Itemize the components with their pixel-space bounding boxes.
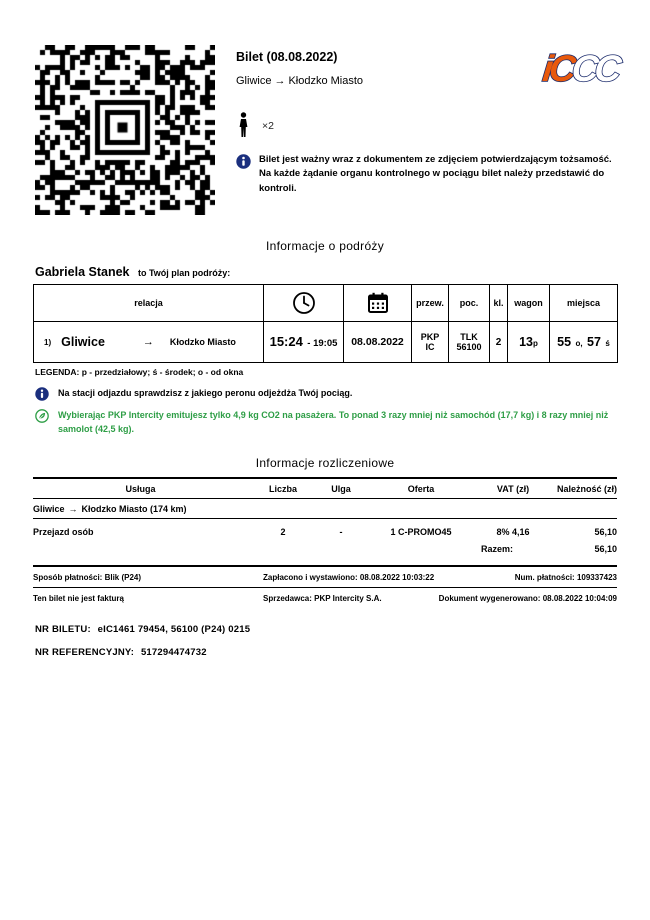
person-icon [237,112,250,139]
payment-number: Num. płatności: 109337423 [514,573,617,582]
payment-row-2 [33,588,617,608]
col-offer: Oferta [407,484,435,494]
ticket-header [236,50,363,87]
wagon-type: p [533,339,538,348]
col-carrier: przew. [412,285,449,322]
leg-from: Gliwice [61,335,105,349]
carrier-line1: PKP [420,331,440,342]
service-vat: 8% 4,16 [496,527,530,537]
billing-header [33,477,617,499]
route-summary [236,75,363,87]
eco-note-bold: Wybierając PKP Intercity emitujesz tylko 4,9 kg CO2 na pasażera. [58,410,337,420]
calendar-icon [367,292,389,314]
seat-legend: LEGENDA: p - przedziałowy; ś - środek; o - od okna [35,367,244,377]
col-time [264,285,344,322]
cell-class: 2 [490,322,508,363]
info-icon [35,387,49,401]
col-date [344,285,412,322]
billing-total-row [33,537,617,554]
travel-table [33,284,618,363]
logo-text-orange: iC [540,48,574,89]
payment-info [33,565,617,608]
passenger-count-row [237,112,274,139]
ticket-number-line [35,624,250,635]
info-icon [236,154,251,169]
leg-to: Kłodzko Miasto [169,337,236,347]
eco-leaf-icon [35,409,49,423]
page-title: Bilet (08.08.2022) [236,50,338,64]
travel-table-row [34,322,618,363]
cell-seats [550,322,618,363]
cell-date: 08.08.2022 [344,322,412,363]
billing-table [33,477,617,554]
reference-number-line [35,647,207,658]
payment-paid: Zapłacono i wystawiono: 08.08.2022 10:03:22 [263,573,435,582]
col-wagon: wagon [508,285,550,322]
payment-row-1 [33,565,617,588]
cell-train [449,322,490,363]
seat1-number: 55 [557,335,572,349]
plan-line [35,263,230,281]
cell-relation [34,322,264,363]
reference-number-label: NR REFERENCYJNY: [35,647,135,658]
eco-note-row [35,409,618,436]
arrival-time: - 19:05 [307,338,338,349]
route-from: Gliwice [236,75,272,87]
train-category: TLK [460,331,478,342]
col-count: Liczba [268,484,297,494]
generated-timestamp: Dokument wygenerowano: 08.08.2022 10:04:09 [438,594,617,603]
travel-table-header [34,285,618,322]
leg-index: 1) [44,337,52,347]
col-vat: VAT (zł) [496,484,530,494]
cell-carrier [412,322,449,363]
reference-number: 517294474732 [140,647,207,658]
eco-note-rest: To ponad 3 razy mniej niż samochód (17,7 kg) i 8 razy mniej niż samolot (42,5 kg). [58,410,609,434]
not-invoice-note: Ten bilet nie jest fakturą [33,594,124,603]
wagon-number: 13 [519,335,533,349]
col-discount: Ulga [331,484,351,494]
route-to: Kłodzko Miasto [288,75,364,87]
service-offer: 1 C-PROMO45 [390,527,452,537]
plan-label: to Twój plan podróży: [137,268,231,278]
total-value: 56,10 [594,544,617,554]
ticket-number: eIC1461 79454, 56100 (P24) 0215 [97,624,251,635]
logo-text-outline: CC [569,48,620,89]
arrow-right-icon: → [142,336,154,348]
validity-notice-text: Bilet jest ważny wraz z dokumentem ze zdjęciem potwierdzającym tożsamość. Na każde żądanie organu kontrolnego w pociągu bilet należy przedstawić do kontroli. [259,154,612,194]
col-train: poc. [449,285,490,322]
seat2-type: ś [605,339,610,348]
pkp-intercity-logo [541,50,619,87]
clock-icon [292,291,316,315]
platform-note-row [35,387,352,401]
col-relation: relacja [34,285,264,322]
billing-route-to: Kłodzko Miasto (174 km) [81,504,187,514]
train-number: 56100 [456,342,482,352]
cell-time [264,322,344,363]
departure-time: 15:24 [269,334,303,349]
billing-route-row [33,499,617,519]
billing-item-row [33,519,617,537]
cell-wagon [508,322,550,363]
seat2-number: 57 [587,335,601,349]
col-class: kl. [490,285,508,322]
payment-method: Sposób płatności: Blik (P24) [33,573,142,582]
service-discount: - [339,527,343,537]
ticket-number-label: NR BILETU: [35,624,91,635]
passenger-count: ×2 [262,119,274,132]
travel-section-title: Informacje o podróży [265,239,385,253]
validity-notice [236,153,624,196]
service-amount: 56,10 [594,527,617,537]
seller: Sprzedawca: PKP Intercity S.A. [263,594,382,603]
platform-note-text: Na stacji odjazdu sprawdzisz z jakiego peronu odjeżdża Twój pociąg. [58,388,353,398]
billing-section-title: Informacje rozliczeniowe [255,456,395,470]
total-label: Razem: [481,544,514,554]
service-name: Przejazd osób [33,527,94,537]
billing-route-from: Gliwice [33,504,65,514]
service-count: 2 [280,527,286,537]
col-seats: miejsca [550,285,618,322]
passenger-name: Gabriela Stanek [35,265,130,279]
col-service: Usługa [125,484,156,494]
eco-note-text [58,409,618,436]
carrier-line2: IC [425,342,435,352]
seat1-type: o, [575,339,583,348]
arrow-right-icon: → [274,75,286,87]
col-amount: Należność (zł) [556,484,617,494]
aztec-code [35,45,215,215]
arrow-right-icon: → [68,504,78,514]
